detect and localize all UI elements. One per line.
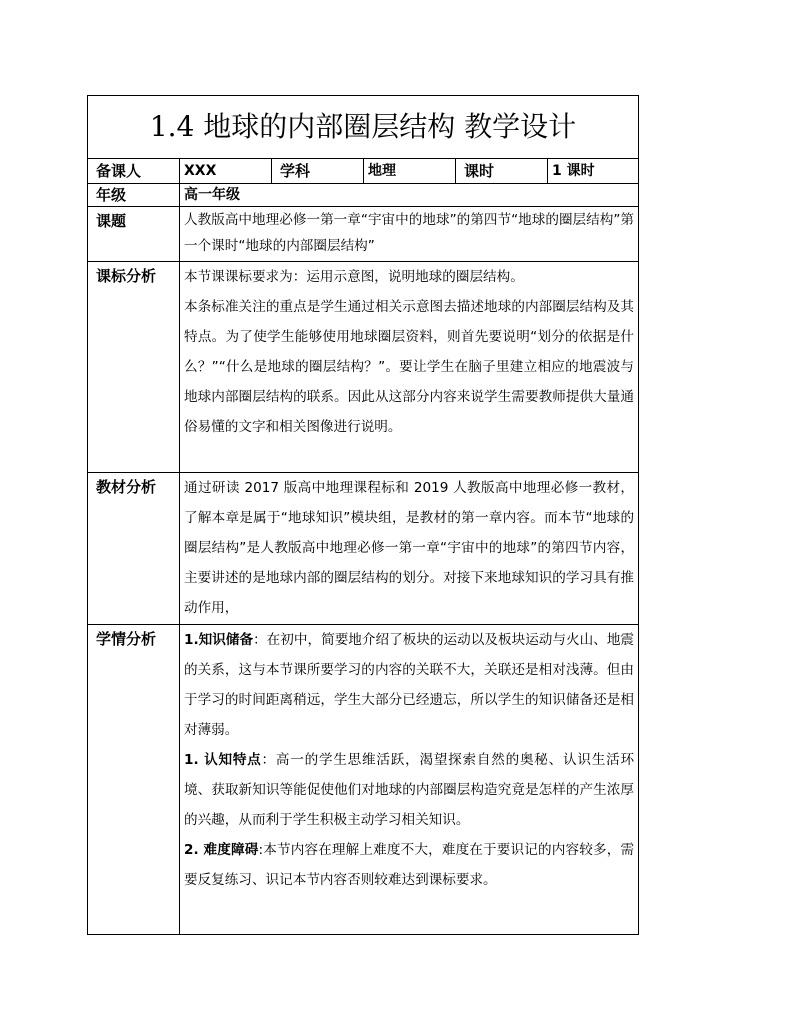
preparer-label: 备课人 <box>88 159 180 184</box>
topic-cell <box>180 207 639 262</box>
learner-analysis-label: 学情分析 <box>88 625 180 935</box>
learner-item-sep: ： <box>261 752 276 768</box>
learner-item-text: 本节内容在理解上难度不大，难度在于要识记的内容较多，需要反复练习、识记本节内容否则较难达到课标要求。 <box>184 842 635 888</box>
learner-item-sep: ： <box>253 632 267 648</box>
textbook-analysis-row <box>88 473 639 625</box>
textbook-analysis-text: 通过研读 2017 版高中地理课程标和 2019 人教版高中地理必修一教材，了解本章是属于“地球知识”模块组，是教材的第一章内容。而本节“地球的圈层结构”是人教版高中地理必修一第一章“宇宙中的地球”的第四节内容，主要讲述的是地球内部的圈层结构的划分。对接下来地球知识的学习具有推动作用， <box>184 480 635 616</box>
subject-value: 地理 <box>364 159 456 184</box>
grade-label: 年级 <box>88 184 180 207</box>
standard-analysis-row <box>88 262 639 473</box>
learner-item-text: 高一的学生思维活跃，渴望探索自然的奥秘、认识生活环境、获取新知识等能促使他们对地球的内部圈层构造究竟是怎样的产生浓厚的兴趣，从而利于学生积极主动学习相关知识。 <box>184 752 635 828</box>
learner-item-heading: 2. 难度障碍 <box>184 842 259 858</box>
period-value: 1 课时 <box>548 159 639 184</box>
learner-item <box>184 835 634 895</box>
standard-analysis-para-1: 本节课课标要求为：运用示意图，说明地球的圈层结构。 <box>184 269 524 285</box>
learner-item-heading: 1.知识储备 <box>184 632 254 648</box>
subject-label: 学科 <box>272 159 364 184</box>
standard-analysis-para-2: 本条标准关注的重点是学生通过相关示意图去描述地球的内部圈层结构及其特点。为了使学生能够使用地球圈层资料，则首先要说明“划分的依据是什么？”“什么是地球的圈层结构？”。要让学生在脑子里建立相应的地震波与地球内部圈层结构的联系。因此从这部分内容来说学生需要教师提供大量通俗易懂的文字和相关图像进行说明。 <box>184 299 635 435</box>
grade-row <box>88 184 639 207</box>
header-row <box>88 159 639 184</box>
period-label: 课时 <box>456 159 548 184</box>
lesson-plan-page <box>87 95 638 935</box>
topic-row <box>88 207 639 262</box>
textbook-analysis-cell <box>180 473 639 625</box>
learner-item-heading: 1. 认知特点 <box>184 752 262 768</box>
textbook-analysis-label: 教材分析 <box>88 473 180 625</box>
page-title: 1.4 地球的内部圈层结构 教学设计 <box>88 96 639 159</box>
learner-item-sep: : <box>258 842 264 858</box>
learner-analysis-row <box>88 625 639 935</box>
lesson-plan-table <box>87 95 639 935</box>
topic-text: 人教版高中地理必修一第一章“宇宙中的地球”的第四节“地球的圈层结构”第一个课时“地球的内部圈层结构” <box>184 212 635 254</box>
grade-value: 高一年级 <box>180 184 639 207</box>
learner-item <box>184 745 634 835</box>
standard-analysis-label: 课标分析 <box>88 262 180 473</box>
learner-item-text: 在初中，简要地介绍了板块的运动以及板块运动与火山、地震的关系，这与本节课所要学习的内容的关联不大，关联还是相对浅薄。但由于学习的时间距离稍远，学生大部分已经遗忘，所以学生的知识储备还是相对薄弱。 <box>184 632 635 738</box>
topic-label: 课题 <box>88 207 180 262</box>
standard-analysis-cell <box>180 262 639 473</box>
learner-analysis-cell <box>180 625 639 935</box>
learner-item <box>184 625 634 745</box>
preparer-value: XXX <box>180 159 272 184</box>
